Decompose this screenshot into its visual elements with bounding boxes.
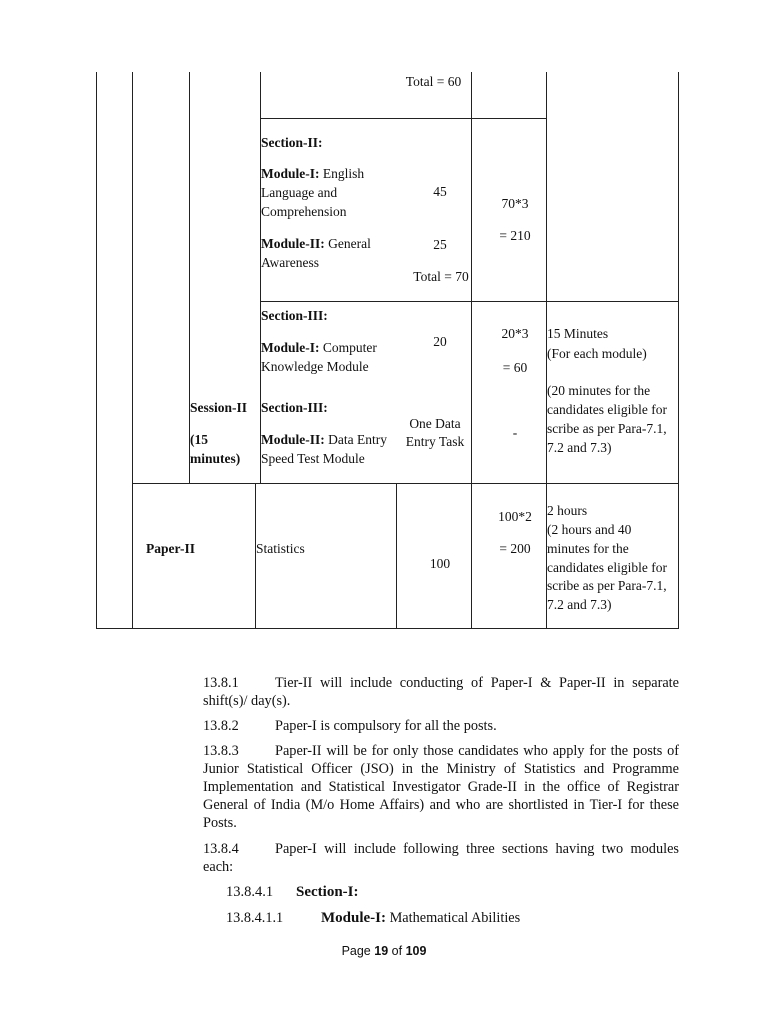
section3-duration-line6: 7.2 and 7.3) xyxy=(547,440,612,455)
section3-module1-line2: Knowledge Module xyxy=(261,359,369,374)
section2-q-module2: 25 xyxy=(433,237,447,252)
paragraph-number: 13.8.4.1 xyxy=(226,884,274,900)
table-row-line-3 xyxy=(132,483,679,484)
table-col-line-2 xyxy=(189,72,190,483)
paragraph-13-8-4-1 xyxy=(226,883,678,901)
section2-module2-line2: Awareness xyxy=(261,255,319,270)
section2-marks-line2: = 210 xyxy=(499,228,531,243)
paper2-duration-line1: 2 hours xyxy=(547,503,588,518)
paragraph-number: 13.8.4 xyxy=(203,841,239,857)
paragraph-number: 13.8.1 xyxy=(203,675,239,691)
paper2-duration-line6: 7.2 and 7.3) xyxy=(547,597,612,612)
session2-module2-label: Module-II: xyxy=(261,432,325,447)
paper2-label: Paper-II xyxy=(146,541,195,556)
section2-q-module1: 45 xyxy=(433,184,447,199)
paper2-duration-line4: candidates eligible for xyxy=(547,560,667,575)
section2-total: Total = 70 xyxy=(413,269,469,284)
paragraph-text: Paper-II will be for only those candidates who apply for the posts of Junior Statistical Officer (JSO) in the Ministry of Statistics and Programme Implementation and Statistical Investigator Grade-II in the office of Registrar General of India (M/o Home Affairs) and who are shortlisted in Tier-I for these Posts. xyxy=(203,743,679,831)
paragraph-text: Tier-II will include conducting of Paper-I & Paper-II in separate shift(s)/ day(s). xyxy=(203,675,679,709)
section2-module1-label: Module-I: xyxy=(261,166,320,181)
session2-label: Session-II xyxy=(190,400,248,415)
paragraph-13-8-2 xyxy=(203,717,679,735)
of-word: of xyxy=(391,944,403,958)
paragraph-text: Mathematical Abilities xyxy=(389,910,521,926)
section2-module1-line1 xyxy=(261,164,364,183)
page-number: 19 xyxy=(374,944,389,958)
page-footer xyxy=(0,944,768,958)
session2-questions-line2: Entry Task xyxy=(405,434,465,449)
section2-marks-line1: 70*3 xyxy=(501,196,529,211)
section3-duration-line5: scribe as per Para-7.1, xyxy=(547,421,667,436)
session2-module2-name: Data Entry xyxy=(328,432,387,447)
table-col-line-1 xyxy=(132,72,133,628)
paper2-marks-line1: 100*2 xyxy=(498,509,532,524)
paragraph-label: Module-I: xyxy=(321,910,386,926)
table-row-line-1 xyxy=(260,118,547,119)
paragraph-13-8-3 xyxy=(203,742,679,832)
paragraph-13-8-1 xyxy=(203,674,679,710)
session2-time-line2: minutes) xyxy=(190,451,241,466)
session2-module2-line1 xyxy=(261,430,387,449)
paragraph-text: Paper-I is compulsory for all the posts. xyxy=(275,718,497,734)
section3-marks-line1: 20*3 xyxy=(501,326,529,341)
section3-module1-name: Computer xyxy=(322,340,377,355)
session2-questions-line1: One Data xyxy=(409,416,461,431)
section3-questions: 20 xyxy=(433,334,447,349)
session2-marks: - xyxy=(512,425,518,440)
paragraph-text: Paper-I will include following three sections having two modules each: xyxy=(203,841,679,875)
section3-duration-line4: candidates eligible for xyxy=(547,402,667,417)
total-pages: 109 xyxy=(405,944,427,958)
page-word: Page xyxy=(341,944,371,958)
section3-marks-line2: = 60 xyxy=(502,360,528,375)
paragraph-13-8-4-1-1 xyxy=(226,909,678,927)
paragraph-heading: Section-I: xyxy=(296,884,359,900)
table-border-bottom xyxy=(96,628,679,629)
section2-module1-line3: Comprehension xyxy=(261,204,347,219)
session2-module2-line2: Speed Test Module xyxy=(261,451,365,466)
session2-heading: Section-III: xyxy=(261,400,328,415)
section2-module2-label: Module-II: xyxy=(261,236,325,251)
paper2-duration-line5: scribe as per Para-7.1, xyxy=(547,578,667,593)
paper2-questions: 100 xyxy=(429,556,451,571)
session2-time-line1: (15 xyxy=(190,432,208,447)
section2-module2-name: General xyxy=(328,236,371,251)
table-border-left xyxy=(96,72,97,628)
section3-duration-line2: (For each module) xyxy=(547,346,647,361)
paper2-marks-line2: = 200 xyxy=(499,541,531,556)
section2-module2-line1 xyxy=(261,234,371,253)
section2-module1-line2: Language and xyxy=(261,185,338,200)
section2-module1-name: English xyxy=(322,166,365,181)
table-row-line-2 xyxy=(260,301,679,302)
paragraph-13-8-4 xyxy=(203,840,679,876)
section3-module1-label: Module-I: xyxy=(261,340,320,355)
paper2-duration-line2: (2 hours and 40 xyxy=(547,522,632,537)
paper2-duration-line3: minutes for the xyxy=(547,541,629,556)
section3-module1-line1 xyxy=(261,338,377,357)
paragraph-number: 13.8.2 xyxy=(203,718,239,734)
section2-heading: Section-II: xyxy=(261,135,323,150)
section3-duration-line3: (20 minutes for the xyxy=(547,383,651,398)
section3-heading: Section-III: xyxy=(261,308,328,323)
section3-duration-line1: 15 Minutes xyxy=(547,326,609,341)
table-border-right xyxy=(678,72,679,628)
paragraph-number: 13.8.4.1.1 xyxy=(226,910,284,926)
paper2-subject: Statistics xyxy=(256,541,305,556)
section1-total: Total = 60 xyxy=(405,74,462,89)
paragraph-number: 13.8.3 xyxy=(203,743,239,759)
